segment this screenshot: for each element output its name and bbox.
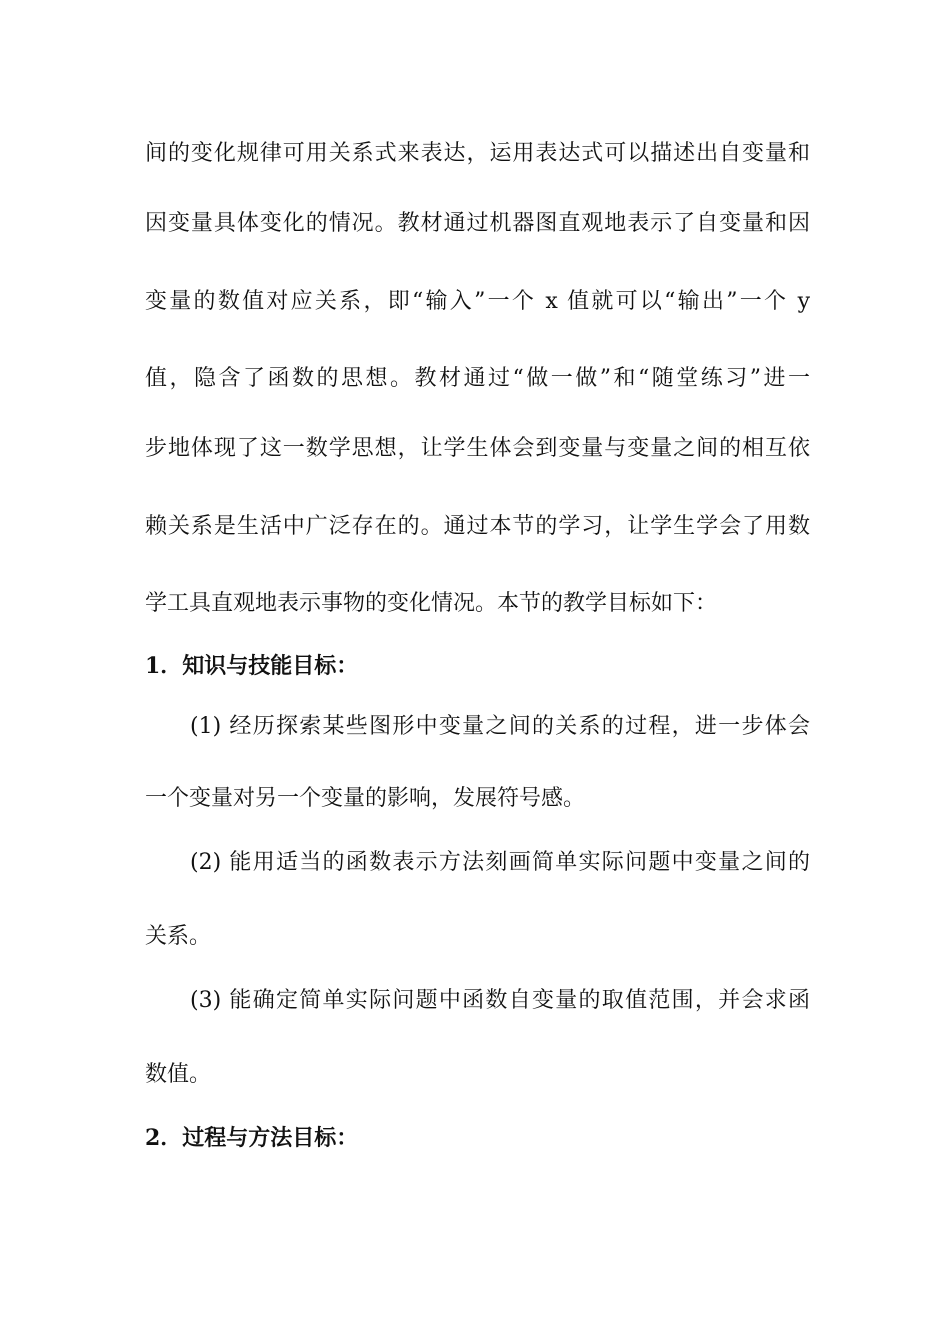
item-1-line-2: 一个变量对另一个变量的影响，发展符号感。 — [145, 786, 586, 811]
item-3-line-2: 数值。 — [145, 1062, 212, 1087]
item-2-line-2: 关系。 — [145, 924, 212, 949]
section-2-heading: 2．过程与方法目标： — [145, 1125, 359, 1151]
intro-line-2: 因变量具体变化的情况。教材通过机器图直观地表示了自变量和因 — [145, 211, 810, 236]
intro-line-7: 学工具直观地表示事物的变化情况。本节的教学目标如下： — [145, 591, 718, 616]
item-1-line-1: (1) 经历探索某些图形中变量之间的关系的过程，进一步体会 — [190, 714, 810, 739]
section-1-heading: 1．知识与技能目标： — [145, 653, 359, 679]
intro-line-1: 间的变化规律可用关系式来表达，运用表达式可以描述出自变量和 — [145, 141, 810, 166]
item-2-line-1: (2) 能用适当的函数表示方法刻画简单实际问题中变量之间的 — [190, 850, 810, 875]
intro-line-5: 步地体现了这一数学思想，让学生体会到变量与变量之间的相互依 — [145, 436, 810, 461]
intro-line-3: 变量的数值对应关系，即“输入”一个 x 值就可以“输出”一个 y — [145, 289, 810, 314]
intro-line-4: 值，隐含了函数的思想。教材通过“做一做”和“随堂练习”进一 — [145, 366, 810, 391]
item-3-line-1: (3) 能确定简单实际问题中函数自变量的取值范围，并会求函 — [190, 988, 810, 1013]
intro-line-6: 赖关系是生活中广泛存在的。通过本节的学习，让学生学会了用数 — [145, 514, 810, 539]
